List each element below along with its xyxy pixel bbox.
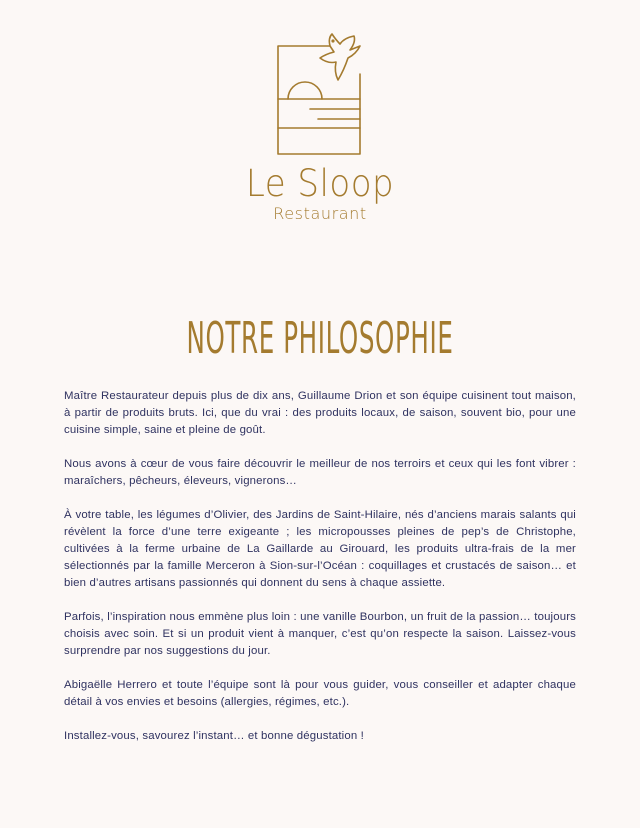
paragraph: Maître Restaurateur depuis plus de dix ans, Guillaume Drion et son équipe cuisinent tout maison, à partir de produits bruts. Ici, que du vrai : des produits locaux, de saison, souvent bio, pour une cuisine simple, saine et pleine de goût. [64,390,576,436]
dove-over-sunset-window-icon [270,32,370,160]
page-title: NOTRE PHILOSOPHIE [186,313,454,365]
logo-mark [270,32,370,160]
paragraph: Abigaëlle Herrero et toute l’équipe sont là pour vous guider, vous conseiller et adapter chaque détail à vos envies et besoins (allergies, régimes, etc.). [64,679,576,708]
brand-subtitle: Restaurant [273,204,367,223]
paragraph: Nous avons à cœur de vous faire découvrir le meilleur de nos terroirs et ceux qui les font vibrer : maraîchers, pêcheurs, éleveurs, vignerons… [64,458,576,487]
paragraph: Installez-vous, savourez l’instant… et bonne dégustation ! [64,730,364,742]
philosophy-body [64,388,576,762]
paragraph: À votre table, les légumes d’Olivier, des Jardins de Saint-Hilaire, nés d’anciens marais salants qui révèlent la force d’une terre exigeante ; les micropousses pleines de pep’s de Christophe, cultivées à la ferme urbaine de La Gaillarde au Girouard, les produits ultra-frais de la mer sélectionnés par la famille Merceron à Sion-sur-l’Océan : coquillages et crustacés de saison… et bien d’autres artisans passionnés qui donnent du sens à chaque assiette. [64,509,576,589]
brand-name: Le Sloop [245,162,395,205]
paragraph: Parfois, l’inspiration nous emmène plus loin : une vanille Bourbon, un fruit de la passion… toujours choisis avec soin. Et si un produit vient à manquer, c’est qu’on respecte la saison. Laissez-vous surprendre par nos suggestions du jour. [64,611,576,657]
